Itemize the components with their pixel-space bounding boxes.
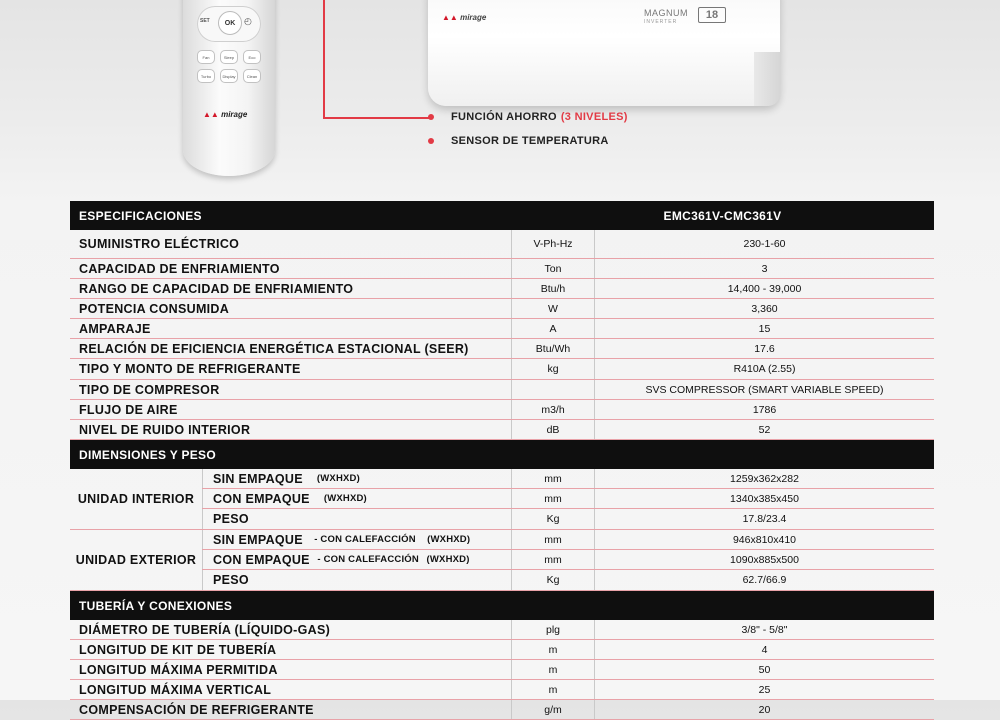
row-label: LONGITUD DE KIT DE TUBERÍA [79, 642, 277, 657]
row-value: 1090x885x500 [594, 550, 934, 569]
unit-model-number: 18 [698, 7, 726, 23]
table-row [202, 550, 934, 570]
row-unit: mm [511, 550, 594, 569]
row-label: RANGO DE CAPACIDAD DE ENFRIAMIENTO [79, 281, 354, 296]
table-row [70, 299, 934, 319]
row-value: R410A (2.55) [594, 359, 934, 379]
row-unit: dB [511, 420, 594, 439]
row-unit: W [511, 299, 594, 318]
table-row [70, 359, 934, 380]
row-value: 14,400 - 39,000 [594, 279, 934, 298]
table-row [202, 469, 934, 489]
table-row [70, 420, 934, 440]
remote-display-button: Display [220, 69, 238, 83]
row-unit: m [511, 680, 594, 699]
unit-air-flap [754, 52, 780, 106]
row-value: 4 [594, 640, 934, 659]
table-row [70, 380, 934, 400]
row-unit: mm [511, 489, 594, 508]
table-header [70, 201, 934, 230]
row-unit [511, 380, 594, 399]
table-row [70, 400, 934, 420]
table-row [202, 489, 934, 509]
table-row [70, 230, 934, 259]
table-row [70, 279, 934, 299]
row-unit: plg [511, 620, 594, 639]
header-label: ESPECIFICACIONES [79, 208, 202, 223]
mirage-logo-icon: ▲▲ [442, 13, 458, 22]
table-row [70, 700, 934, 720]
row-label: CON EMPAQUE - CON CALEFACCIÓN (WXHXD) [202, 550, 511, 569]
table-row [70, 620, 934, 640]
row-unit: Btu/h [511, 279, 594, 298]
remote-turbo-button: Turbo [197, 69, 215, 83]
row-value: 946x810x410 [594, 530, 934, 549]
row-unit: Btu/Wh [511, 339, 594, 358]
unit-model-sub: INVERTER [644, 19, 678, 25]
group-indoor-unit [70, 469, 934, 530]
feature-energy-saving: FUNCIÓN AHORRO (3 NIVELES) [428, 111, 628, 123]
group-outdoor-unit [70, 530, 934, 591]
row-label: SIN EMPAQUE - CON CALEFACCIÓN (WXHXD) [202, 530, 511, 549]
row-value: 230-1-60 [594, 230, 934, 258]
row-value: 20 [594, 700, 934, 719]
table-row [202, 509, 934, 529]
row-label: TIPO Y MONTO DE REFRIGERANTE [79, 362, 301, 376]
mirage-logo-icon: ▲▲ [203, 110, 219, 119]
callout-line [323, 0, 430, 119]
row-unit: m [511, 660, 594, 679]
section-title: TUBERÍA Y CONEXIONES [79, 598, 233, 613]
row-label: SIN EMPAQUE (WXHXD) [202, 469, 511, 488]
row-label: AMPARAJE [79, 321, 151, 336]
row-label: RELACIÓN DE EFICIENCIA ENERGÉTICA ESTACIONAL (SEER) [79, 341, 469, 356]
row-value: 1786 [594, 400, 934, 419]
specifications-table [70, 201, 934, 720]
table-row [70, 640, 934, 660]
row-value: 3 [594, 259, 934, 278]
row-label: TIPO DE COMPRESOR [79, 382, 220, 397]
row-label: POTENCIA CONSUMIDA [79, 301, 230, 316]
remote-set-label: SET [200, 18, 210, 24]
row-unit: mm [511, 469, 594, 488]
row-value: SVS COMPRESSOR (SMART VARIABLE SPEED) [594, 380, 934, 399]
table-row [70, 339, 934, 359]
row-label: CAPACIDAD DE ENFRIAMIENTO [79, 261, 280, 276]
section-dimensions [70, 440, 934, 469]
group-label: UNIDAD EXTERIOR [75, 553, 197, 567]
row-value: 62.7/66.9 [594, 570, 934, 590]
header-model: EMC361V-CMC361V [663, 208, 782, 223]
section-piping [70, 591, 934, 620]
row-value: 1340x385x450 [594, 489, 934, 508]
table-row [70, 319, 934, 339]
table-row [202, 530, 934, 550]
remote-eco-button: Eco [243, 50, 261, 64]
feature-temperature-sensor: SENSOR DE TEMPERATURA [428, 135, 609, 147]
row-label: COMPENSACIÓN DE REFRIGERANTE [79, 702, 314, 717]
air-conditioner-image [428, 0, 780, 106]
row-value: 1259x362x282 [594, 469, 934, 488]
row-unit: g/m [511, 700, 594, 719]
table-row [70, 680, 934, 700]
row-label: LONGITUD MÁXIMA VERTICAL [79, 682, 272, 697]
row-value: 17.6 [594, 339, 934, 358]
row-unit: mm [511, 530, 594, 549]
bullet-dot-icon [428, 114, 434, 120]
row-label: SUMINISTRO ELÉCTRICO [79, 237, 240, 251]
section-title: DIMENSIONES Y PESO [79, 447, 216, 462]
row-unit: Kg [511, 509, 594, 529]
row-unit: kg [511, 359, 594, 379]
remote-sleep-button: Sleep [220, 50, 238, 64]
table-row [202, 570, 934, 590]
row-label: PESO [202, 509, 511, 529]
row-label: FLUJO DE AIRE [79, 402, 178, 417]
remote-clean-button: Clean [243, 69, 261, 83]
row-label: CON EMPAQUE (WXHXD) [202, 489, 511, 508]
row-value: 17.8/23.4 [594, 509, 934, 529]
row-label: DIÁMETRO DE TUBERÍA (LÍQUIDO-GAS) [79, 622, 331, 637]
row-unit: V-Ph-Hz [511, 230, 594, 258]
row-unit: A [511, 319, 594, 338]
remote-ok-button: OK [218, 11, 242, 35]
row-unit: Kg [511, 570, 594, 590]
row-unit: m [511, 640, 594, 659]
row-value: 52 [594, 420, 934, 439]
row-label: NIVEL DE RUIDO INTERIOR [79, 422, 251, 437]
table-row [70, 259, 934, 279]
row-unit: m3/h [511, 400, 594, 419]
row-value: 25 [594, 680, 934, 699]
row-value: 15 [594, 319, 934, 338]
row-value: 3,360 [594, 299, 934, 318]
row-value: 50 [594, 660, 934, 679]
row-value: 3/8" - 5/8" [594, 620, 934, 639]
table-row [70, 660, 934, 680]
remote-fan-button: Fan [197, 50, 215, 64]
bullet-dot-icon [428, 138, 434, 144]
remote-logo: ▲▲ mirage [203, 110, 248, 119]
remote-control-image [183, 0, 275, 176]
unit-brand-logo: ▲▲ mirage [442, 13, 487, 22]
row-label: PESO [202, 570, 511, 590]
clock-icon: ◴ [244, 16, 252, 26]
row-label: LONGITUD MÁXIMA PERMITIDA [79, 662, 278, 677]
row-unit: Ton [511, 259, 594, 278]
unit-model-name: MAGNUM [644, 8, 688, 18]
group-label: UNIDAD INTERIOR [77, 492, 195, 506]
